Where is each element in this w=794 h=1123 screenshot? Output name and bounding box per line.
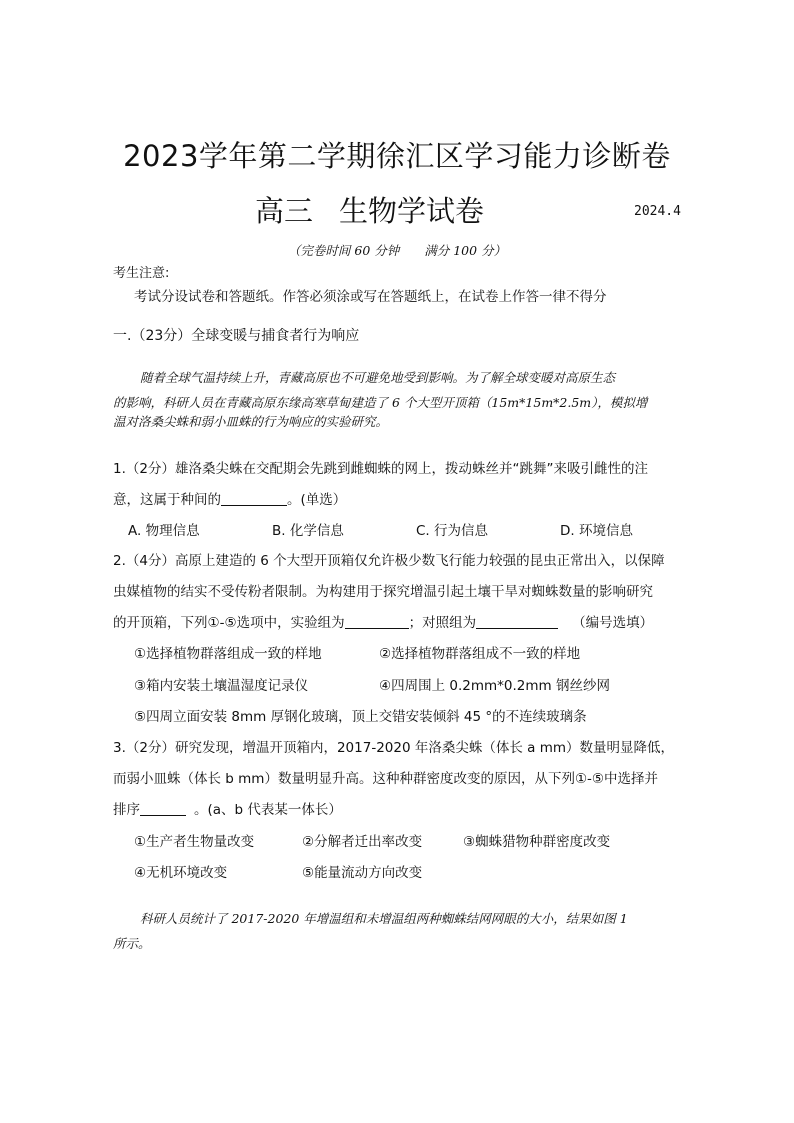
q3-option-3: ③蜘蛛猎物种群密度改变 [463,834,611,850]
q3-option-2: ②分解者迁出率改变 [302,834,423,850]
q3-answer-blank[interactable] [140,801,186,816]
closing-line-2: 所示。 [113,936,151,951]
q1-option-c: C. 行为信息 [416,523,489,539]
q1-answer-blank[interactable] [221,491,287,506]
q3-option-4: ④无机环境改变 [134,865,228,881]
grade-label: 高三 [255,194,314,228]
q2-line-1: 2.（4分）高原上建造的 6 个大型开顶箱仅允许极少数飞行能力较强的昆虫正常出入，以保障 [113,553,665,569]
q1-stem-tail: 。(单选） [287,492,347,508]
notice-heading: 考生注意: [113,266,170,281]
q1-option-d: D. 环境信息 [560,523,633,539]
q1-line-1: 1.（2分）雄洛桑尖蛛在交配期会先跳到雌蜘蛛的网上，拨动蛛丝并“跳舞”来吸引雌性的注 [113,461,648,477]
notice-body: 考试分设试卷和答题纸。作答必须涂或写在答题纸上，在试卷上作答一律不得分 [134,289,607,305]
q3-line-1: 3.（2分）研究发现，增温开顶箱内，2017-2020 年洛桑尖蛛（体长 a mm）数量明显降低， [113,740,675,756]
exam-subtitle [255,189,484,230]
intro-line-1: 随着全球气温持续上升，青藏高原也不可避免地受到影响。为了解全球变暖对高原生态 [140,370,616,385]
closing-line-1: 科研人员统计了 2017-2020 年增温组和未增温组两种蜘蛛结网网眼的大小，结果如图 1 [140,911,628,926]
intro-line-3: 温对洛桑尖蛛和弱小皿蛛的行为响应的实验研究。 [113,414,389,429]
intro-line-2: 的影响，科研人员在青藏高原东缘高寒草甸建造了 6 个大型开顶箱（15m*15m*2.5m），模拟增 [113,395,648,410]
q3-stem-tail: 。(a、b 代表某一体长） [194,802,342,818]
q1-option-a: A. 物理信息 [128,523,200,539]
q2-line-3 [113,611,653,631]
exam-title: 2023学年第二学期徐汇区学习能力诊断卷 [123,139,671,173]
q1-stem-text: 意，这属于种间的 [113,492,221,508]
section-title: 一.（23分）全球变暖与捕食者行为响应 [113,328,360,344]
exam-date: 2024.4 [634,204,681,219]
q2-option-3: ③箱内安装土壤温湿度记录仪 [134,678,309,694]
exam-timing: （完卷时间 60 分钟 满分 100 分） [287,243,507,258]
q2-experimental-blank[interactable] [345,614,409,629]
q2-option-5: ⑤四周立面安装 8mm 厚钢化玻璃，顶上交错安装倾斜 45 °的不连续玻璃条 [134,709,587,725]
q1-line-2 [113,488,346,508]
q2-option-2: ②选择植物群落组成不一致的样地 [379,646,581,662]
q1-option-b: B. 化学信息 [272,523,344,539]
q2-option-4: ④四周围上 0.2mm*0.2mm 钢丝纱网 [379,678,610,694]
q2-control-blank[interactable] [476,614,558,629]
q2-option-1: ①选择植物群落组成一致的样地 [134,646,322,662]
q2-stem-text: 的开顶箱，下列①-⑤选项中，实验组为 [113,615,345,631]
q3-option-1: ①生产者生物量改变 [134,834,255,850]
q3-option-5: ⑤能量流动方向改变 [302,865,423,881]
q3-stem-text: 排序 [113,802,140,818]
q2-control-label: ；对照组为 [408,615,477,631]
subject-label: 生物学试卷 [339,194,485,228]
q3-line-2: 而弱小皿蛛（体长 b mm）数量明显升高。这种种群密度改变的原因，从下列①-⑤中选择并 [113,771,659,787]
q2-stem-tail: （编号选填） [572,615,654,631]
q3-line-3 [113,798,342,818]
q2-line-2: 虫媒植物的结实不受传粉者限制。为构建用于探究增温引起土壤干旱对蜘蛛数量的影响研究 [113,584,653,600]
